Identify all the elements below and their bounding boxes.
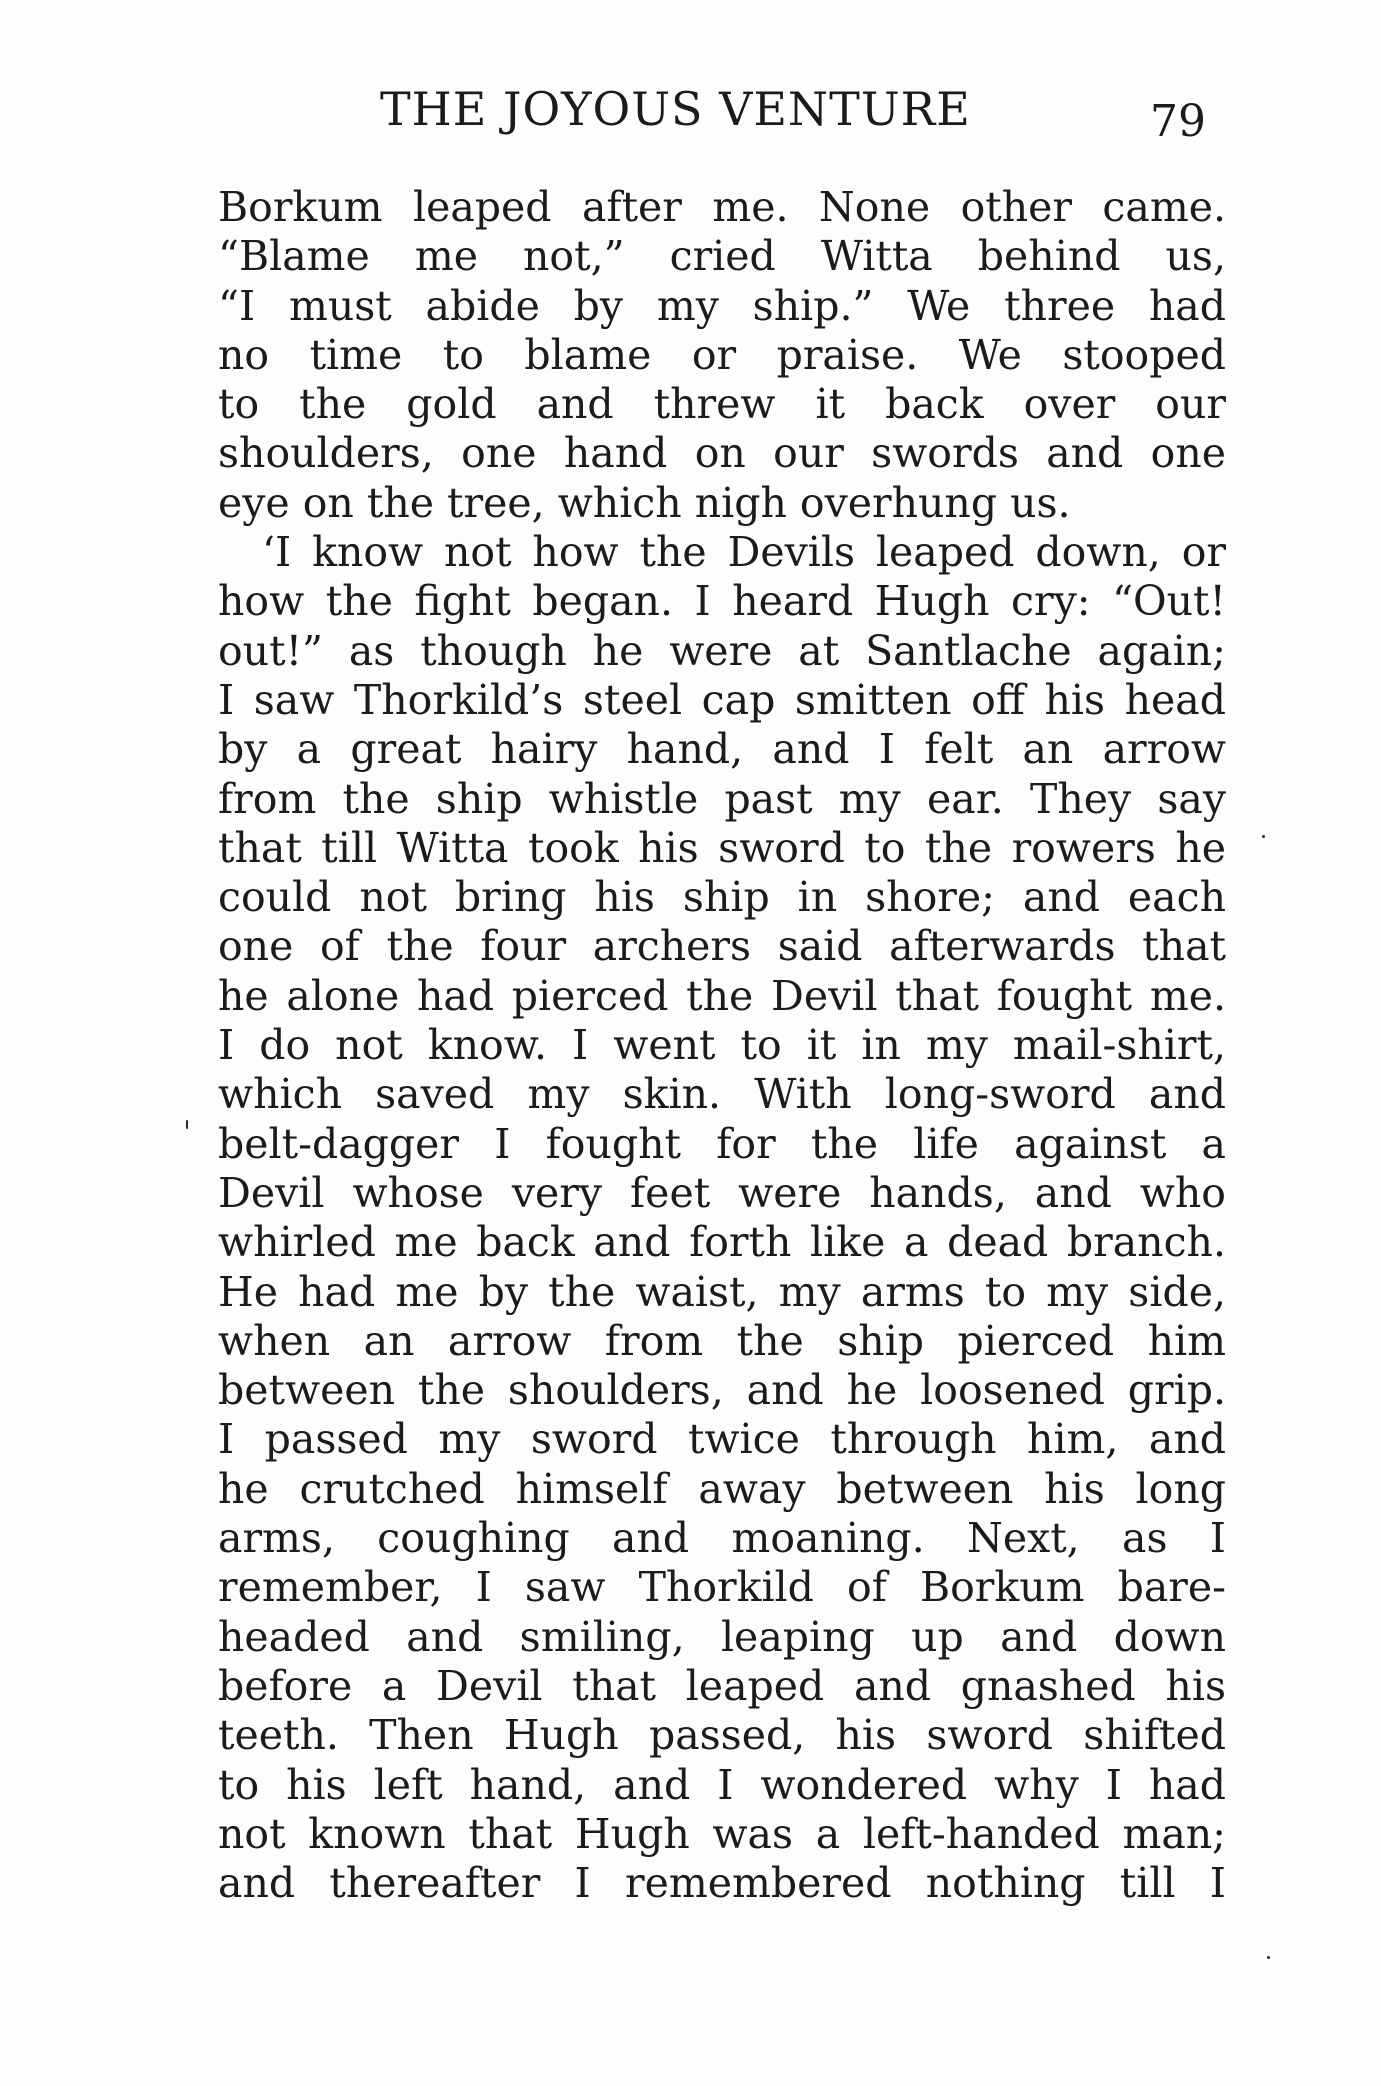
text-line: he alone had pierced the Devil that fought me.	[218, 971, 1226, 1020]
paragraph-first-line: ‘I know not how the Devils leaped down, or	[262, 528, 1226, 577]
text-line: he crutched himself away between his long	[218, 1464, 1226, 1513]
text-line: “Blame me not,” cried Witta behind us,	[218, 232, 1226, 281]
text-line: by a great hairy hand, and I felt an arrow	[218, 725, 1226, 774]
running-head-title: THE JOYOUS VENTURE	[380, 82, 971, 136]
text-line: I do not know. I went to it in my mail-shirt,	[218, 1021, 1226, 1070]
text-line: He had me by the waist, my arms to my side,	[218, 1267, 1226, 1316]
text-line: between the shoulders, and he loosened grip.	[218, 1366, 1226, 1415]
text-line: shoulders, one hand on our swords and one	[218, 429, 1226, 478]
text-line: belt-dagger I fought for the life against a	[218, 1119, 1226, 1168]
text-line: when an arrow from the ship pierced him	[218, 1316, 1226, 1365]
text-line: to his left hand, and I wondered why I had	[218, 1760, 1226, 1809]
text-line: and thereafter I remembered nothing till I	[218, 1859, 1226, 1908]
text-line: could not bring his ship in shore; and each	[218, 873, 1226, 922]
text-line: not known that Hugh was a left-handed man;	[218, 1809, 1226, 1858]
text-line: Borkum leaped after me. None other came.	[218, 183, 1226, 231]
text-line: to the gold and threw it back over our	[218, 380, 1226, 429]
text-line: how the fight began. I heard Hugh cry: “Out!	[218, 577, 1226, 626]
text-line: teeth. Then Hugh passed, his sword shifted	[218, 1711, 1226, 1760]
text-line: headed and smiling, leaping up and down	[218, 1612, 1226, 1661]
paper-speck	[1267, 1956, 1270, 1959]
text-line: Devil whose very feet were hands, and who	[218, 1168, 1226, 1217]
text-line: out!” as though he were at Santlache again;	[218, 626, 1226, 675]
text-line: I passed my sword twice through him, and	[218, 1415, 1226, 1464]
text-line: which saved my skin. With long-sword and	[218, 1070, 1226, 1119]
text-line: eye on the tree, which nigh overhung us.	[218, 478, 1071, 527]
text-line: no time to blame or praise. We stooped	[218, 330, 1226, 379]
paper-speck	[1262, 835, 1265, 838]
page-number: 79	[1150, 96, 1206, 147]
paper-speck	[186, 1120, 188, 1129]
text-line: I saw Thorkild’s steel cap smitten off his head	[218, 675, 1226, 724]
text-line: whirled me back and forth like a dead branch.	[218, 1218, 1226, 1267]
text-line: remember, I saw Thorkild of Borkum bare-	[218, 1563, 1226, 1612]
text-line: “I must abide by my ship.” We three had	[218, 281, 1226, 330]
text-line: that till Witta took his sword to the rowers he	[218, 823, 1226, 872]
body-text	[218, 183, 1226, 1908]
text-line: one of the four archers said afterwards that	[218, 922, 1226, 971]
text-line: arms, coughing and moaning. Next, as I	[218, 1514, 1226, 1563]
text-line: from the ship whistle past my ear. They say	[218, 774, 1226, 823]
text-line: before a Devil that leaped and gnashed his	[218, 1661, 1226, 1710]
